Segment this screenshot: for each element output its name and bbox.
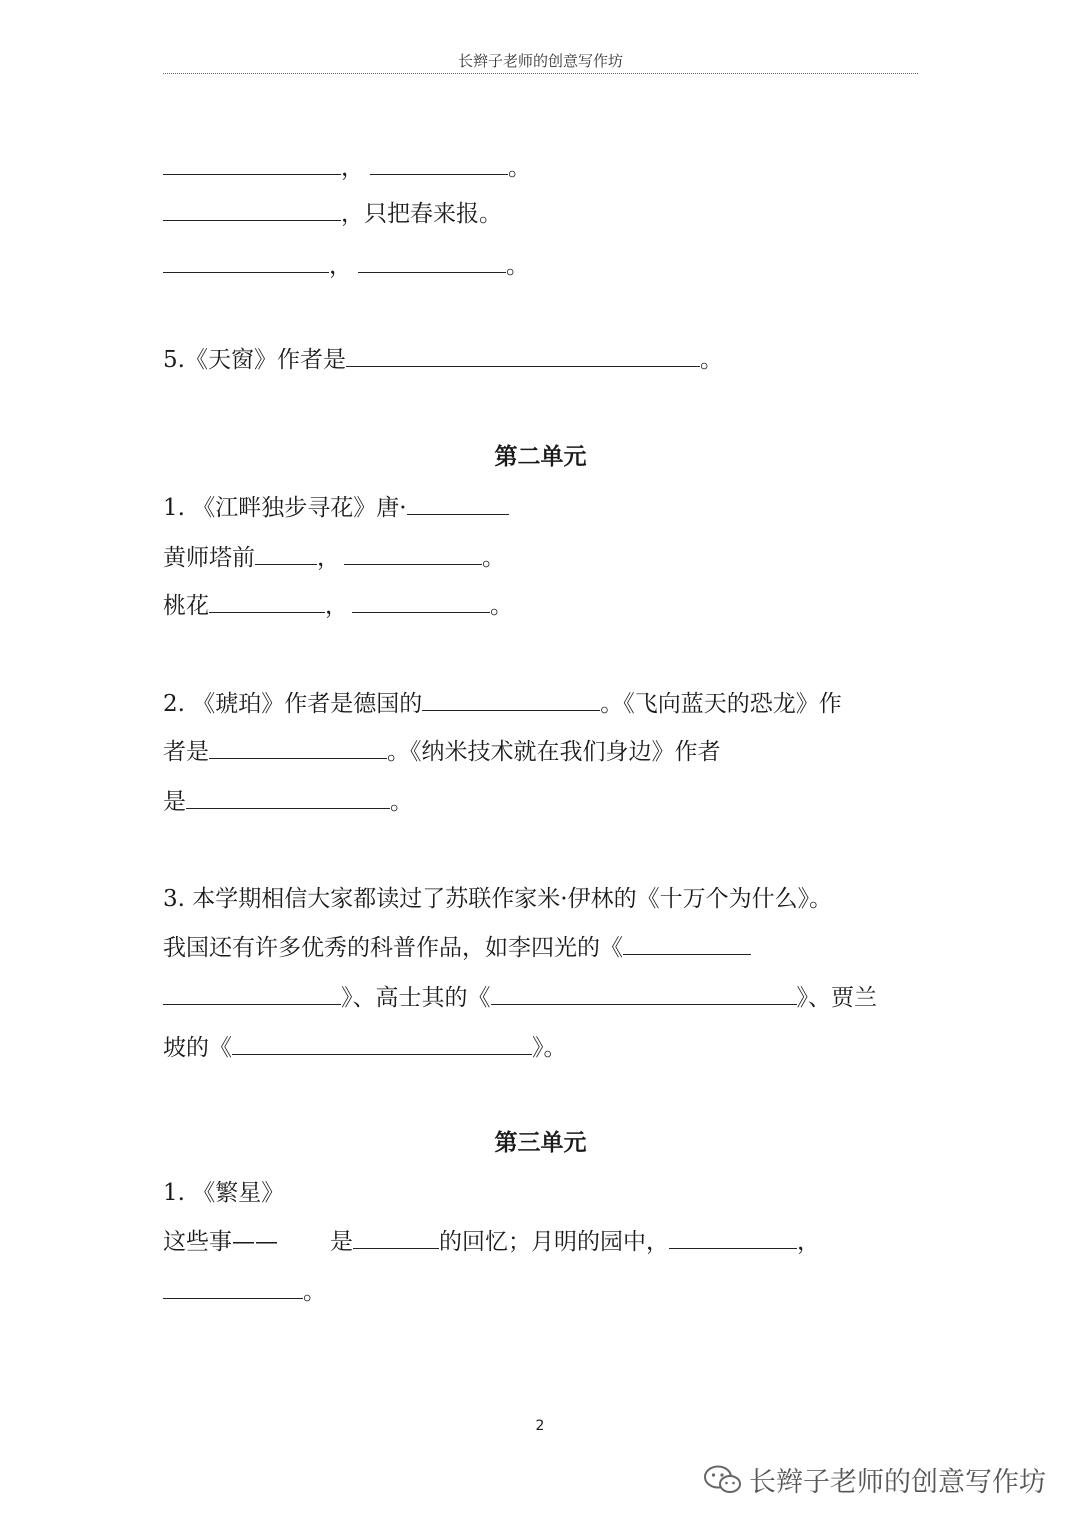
watermark-text: 长辫子老师的创意写作坊 bbox=[749, 1467, 1046, 1498]
unit2-q2-line3: 是 。 bbox=[163, 786, 413, 817]
answer-blank[interactable] bbox=[186, 786, 390, 809]
unit2-q3-line1: 3. 本学期相信大家都读过了苏联作家米·伊林的《十万个为什么》。 bbox=[163, 886, 833, 912]
unit2-q2-line1: 2. 《琥珀》作者是德国的 。《飞向蓝天的恐龙》作 bbox=[163, 688, 842, 719]
header-divider bbox=[163, 73, 918, 74]
unit3-q1-line1: 这些事—— 是 的回忆；月明的园中， ， bbox=[163, 1226, 820, 1257]
answer-blank[interactable] bbox=[209, 590, 325, 613]
unit2-q1-heading: 1. 《江畔独步寻花》唐· bbox=[163, 492, 509, 523]
answer-blank[interactable] bbox=[352, 590, 490, 613]
unit2-q2-line2: 者是 。《纳米技术就在我们身边》作者 bbox=[163, 736, 721, 767]
answer-blank[interactable] bbox=[232, 1032, 532, 1055]
answer-blank[interactable] bbox=[370, 152, 508, 175]
answer-blank[interactable] bbox=[623, 932, 751, 955]
answer-blank[interactable] bbox=[163, 198, 341, 221]
unit2-q3-line4: 坡的《 》。 bbox=[163, 1032, 567, 1063]
page-number: 2 bbox=[535, 1418, 545, 1434]
question-5: 5.《天窗》作者是 。 bbox=[163, 344, 723, 375]
unit3-q1-line2: 。 bbox=[163, 1276, 326, 1307]
answer-blank[interactable] bbox=[491, 982, 797, 1005]
unit2-q3-line3: 》、高士其的《 》、贾兰 bbox=[163, 982, 877, 1013]
answer-blank[interactable] bbox=[669, 1226, 797, 1249]
poem-line-2: ，只把春来报。 bbox=[163, 198, 502, 229]
unit2-q3-line2: 我国还有许多优秀的科普作品，如李四光的《 bbox=[163, 932, 751, 963]
poem-line-3: ， 。 bbox=[163, 250, 529, 281]
answer-blank[interactable] bbox=[346, 344, 700, 367]
answer-blank[interactable] bbox=[209, 736, 387, 759]
answer-blank[interactable] bbox=[344, 542, 482, 565]
watermark bbox=[703, 1460, 1046, 1499]
unit-3-title: 第三单元 bbox=[494, 1130, 587, 1156]
wechat-icon bbox=[703, 1464, 743, 1496]
answer-blank[interactable] bbox=[163, 1276, 303, 1299]
poem-line-1: ， 。 bbox=[163, 152, 531, 183]
unit2-q1-line1: 黄师塔前 ， 。 bbox=[163, 542, 505, 573]
answer-blank[interactable] bbox=[422, 688, 600, 711]
unit-2-title: 第二单元 bbox=[494, 444, 587, 470]
answer-blank[interactable] bbox=[163, 152, 341, 175]
unit2-q1-line2: 桃花 ， 。 bbox=[163, 590, 513, 621]
page-header: 长辫子老师的创意写作坊 bbox=[457, 52, 623, 70]
answer-blank[interactable] bbox=[353, 1226, 439, 1249]
unit3-q1-heading: 1. 《繁星》 bbox=[163, 1180, 285, 1206]
answer-blank[interactable] bbox=[163, 250, 329, 273]
answer-blank[interactable] bbox=[163, 982, 341, 1005]
answer-blank[interactable] bbox=[255, 542, 317, 565]
answer-blank[interactable] bbox=[407, 492, 509, 515]
answer-blank[interactable] bbox=[358, 250, 506, 273]
